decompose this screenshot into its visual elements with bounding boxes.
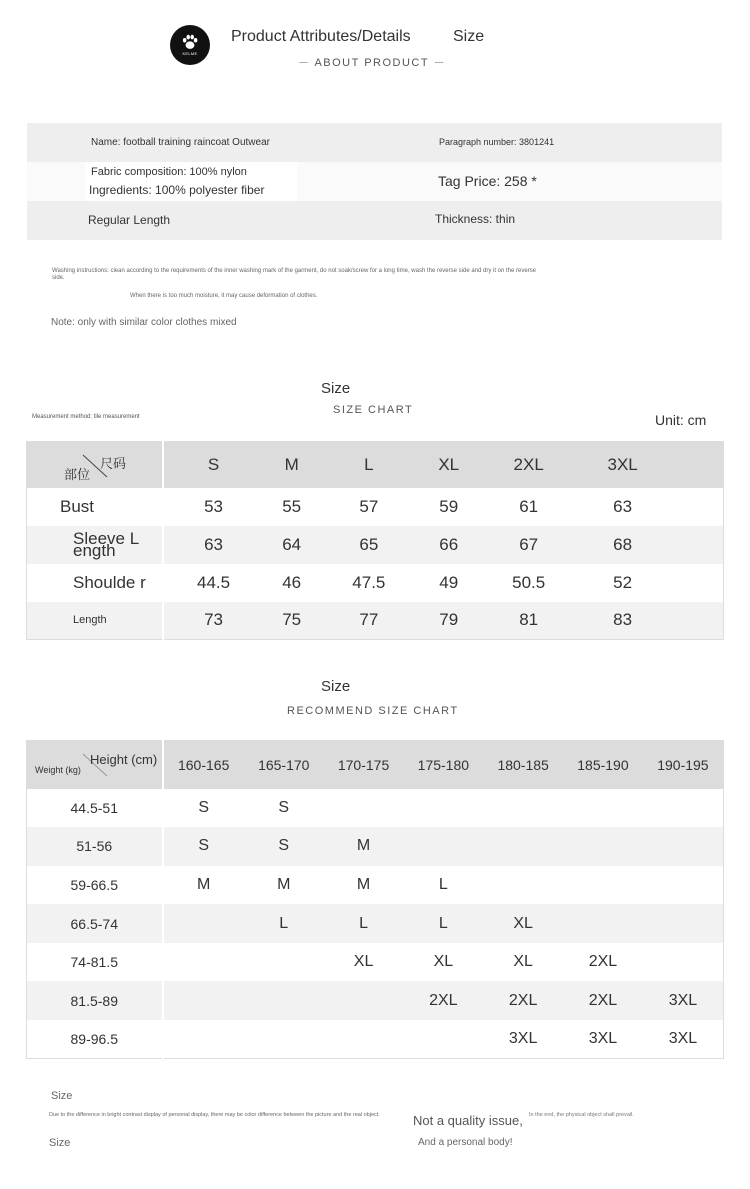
color-disclaimer: Due to the difference in bright contrast display of personal display, there may be color difference between the picture and the real object. <box>49 1112 380 1118</box>
product-name: Name: football training raincoat Outwear <box>91 137 270 148</box>
diagonal-divider <box>27 442 163 488</box>
table-cell <box>163 904 244 943</box>
paw-icon <box>181 34 199 50</box>
table-row <box>27 943 724 982</box>
table-cell <box>403 1020 483 1059</box>
table-cell <box>563 904 643 943</box>
corner-height-label: Height (cm) <box>90 752 158 767</box>
attributes-row <box>27 201 722 240</box>
weight-label: 44.5-51 <box>27 789 163 828</box>
table-cell <box>563 827 643 866</box>
recommend-chart-subtitle: RECOMMEND SIZE CHART <box>287 705 459 717</box>
height-header: 175-180 <box>403 741 483 789</box>
table-cell: M <box>324 827 404 866</box>
weight-label: 51-56 <box>27 827 163 866</box>
footer-size-label: Size <box>49 1137 71 1149</box>
size-header: XL <box>418 442 480 488</box>
table-cell: 68 <box>578 526 668 564</box>
weight-label: 81.5-89 <box>27 981 163 1020</box>
page-title: Product Attributes/Details <box>231 28 411 45</box>
recommend-chart-title: Size <box>321 678 351 695</box>
table-cell: 63 <box>163 526 264 564</box>
logo-text: KELME <box>182 51 198 56</box>
corner-header <box>27 442 163 488</box>
size-header: S <box>163 442 264 488</box>
table-cell: XL <box>324 943 404 982</box>
ingredients: Ingredients: 100% polyester fiber <box>89 183 265 197</box>
table-cell: 81 <box>480 602 578 640</box>
table-cell <box>244 943 324 982</box>
row-label: Bust <box>27 488 163 526</box>
table-cell: 77 <box>320 602 418 640</box>
table-cell: 3XL <box>643 981 724 1020</box>
table-cell <box>163 943 244 982</box>
table-cell <box>563 866 643 905</box>
footer-size-label: Size <box>51 1090 73 1102</box>
table-cell: 59 <box>418 488 480 526</box>
table-cell: 50.5 <box>480 564 578 602</box>
header-size-label: Size <box>453 28 485 45</box>
table-cell <box>324 789 404 828</box>
table-cell: 52 <box>578 564 668 602</box>
recommend-chart-table <box>26 740 724 1059</box>
table-cell: L <box>403 904 483 943</box>
height-header: 170-175 <box>324 741 404 789</box>
table-cell: 55 <box>264 488 320 526</box>
weight-label: 59-66.5 <box>27 866 163 905</box>
table-cell: S <box>244 789 324 828</box>
table-cell: S <box>163 827 244 866</box>
height-header: 180-185 <box>483 741 563 789</box>
prevail-note: In the end, the physical object shall prevail. <box>529 1112 634 1118</box>
table-cell <box>643 789 724 828</box>
table-cell: 46 <box>264 564 320 602</box>
corner-header <box>27 741 163 789</box>
length-type: Regular Length <box>88 213 171 227</box>
table-cell: XL <box>483 904 563 943</box>
corner-weight-label: Weight (kg) <box>35 765 81 775</box>
table-row <box>27 526 724 564</box>
table-cell: 3XL <box>643 1020 724 1059</box>
table-row <box>27 488 724 526</box>
table-row <box>27 564 724 602</box>
height-header: 190-195 <box>643 741 724 789</box>
size-header: 3XL <box>578 442 668 488</box>
table-row <box>27 789 724 828</box>
table-cell <box>403 789 483 828</box>
height-header: 185-190 <box>563 741 643 789</box>
table-cell: M <box>163 866 244 905</box>
table-cell: 49 <box>418 564 480 602</box>
table-cell: M <box>244 866 324 905</box>
table-cell: XL <box>483 943 563 982</box>
table-row <box>27 602 724 640</box>
table-cell: 67 <box>480 526 578 564</box>
size-header: 2XL <box>480 442 578 488</box>
fabric-composition: Fabric composition: 100% nylon <box>91 166 247 178</box>
table-cell: 44.5 <box>163 564 264 602</box>
table-cell: M <box>324 866 404 905</box>
quality-note: Not a quality issue, <box>413 1113 523 1128</box>
row-label: Length <box>27 602 163 640</box>
size-chart-table <box>26 441 724 640</box>
page-subtitle: － ABOUT PRODUCT － <box>298 57 446 69</box>
table-cell <box>483 827 563 866</box>
size-header: M <box>264 442 320 488</box>
weight-label: 74-81.5 <box>27 943 163 982</box>
table-cell: 79 <box>418 602 480 640</box>
table-cell <box>324 981 404 1020</box>
measurement-method: Measurement method: tile measurement <box>32 414 140 420</box>
table-cell: 65 <box>320 526 418 564</box>
row-label: Sleeve L ength <box>27 526 163 564</box>
table-row <box>27 827 724 866</box>
height-header: 165-170 <box>244 741 324 789</box>
table-cell: XL <box>403 943 483 982</box>
table-cell: L <box>324 904 404 943</box>
body-note: And a personal body! <box>418 1137 513 1148</box>
table-cell <box>244 1020 324 1059</box>
table-cell: 53 <box>163 488 264 526</box>
table-cell: 47.5 <box>320 564 418 602</box>
table-cell: 83 <box>578 602 668 640</box>
table-cell: L <box>403 866 483 905</box>
weight-label: 89-96.5 <box>27 1020 163 1059</box>
table-cell <box>403 827 483 866</box>
table-cell <box>643 827 724 866</box>
table-cell <box>643 866 724 905</box>
size-chart-subtitle: SIZE CHART <box>333 404 414 416</box>
table-cell: 2XL <box>403 981 483 1020</box>
table-cell: 3XL <box>483 1020 563 1059</box>
table-cell: 63 <box>578 488 668 526</box>
paragraph-number: Paragraph number: 3801241 <box>439 137 555 147</box>
table-row <box>27 904 724 943</box>
table-row <box>27 981 724 1020</box>
table-row <box>27 1020 724 1059</box>
table-cell: 64 <box>264 526 320 564</box>
attributes-table <box>27 123 722 239</box>
weight-label: 66.5-74 <box>27 904 163 943</box>
corner-size-label: 尺码 <box>100 456 127 471</box>
table-cell: 2XL <box>563 981 643 1020</box>
table-cell <box>563 789 643 828</box>
table-cell <box>324 1020 404 1059</box>
washing-instructions: Washing instructions: clean according to the requirements of the inner washing mark of the garment, do not soak/screw for a long time, wash the reverse side and dry it on the reverse side. <box>52 268 537 281</box>
table-cell <box>163 981 244 1020</box>
unit-label: Unit: cm <box>655 412 707 428</box>
table-cell: 2XL <box>563 943 643 982</box>
attributes-row <box>27 162 722 201</box>
table-cell: 3XL <box>563 1020 643 1059</box>
tag-price: Tag Price: 258 * <box>438 173 537 189</box>
thickness: Thickness: thin <box>435 212 516 226</box>
table-cell: L <box>244 904 324 943</box>
table-cell <box>643 943 724 982</box>
attributes-row <box>27 123 722 162</box>
size-chart-title: Size <box>321 380 351 397</box>
table-cell <box>483 789 563 828</box>
moisture-note: When there is too much moisture, it may cause deformation of clothes. <box>130 293 318 299</box>
corner-part-label: 部位 <box>64 467 91 482</box>
table-cell <box>483 866 563 905</box>
row-label: Shoulde r <box>27 564 163 602</box>
table-cell: 75 <box>264 602 320 640</box>
table-cell: 2XL <box>483 981 563 1020</box>
table-cell: 61 <box>480 488 578 526</box>
table-cell: 57 <box>320 488 418 526</box>
height-header: 160-165 <box>163 741 244 789</box>
table-cell: 73 <box>163 602 264 640</box>
size-header: L <box>320 442 418 488</box>
table-cell: 66 <box>418 526 480 564</box>
table-cell <box>643 904 724 943</box>
brand-logo <box>170 25 210 65</box>
table-cell <box>163 1020 244 1059</box>
table-cell <box>244 981 324 1020</box>
mix-note: Note: only with similar color clothes mixed <box>51 317 237 328</box>
table-row <box>27 866 724 905</box>
table-cell: S <box>244 827 324 866</box>
table-cell: S <box>163 789 244 828</box>
